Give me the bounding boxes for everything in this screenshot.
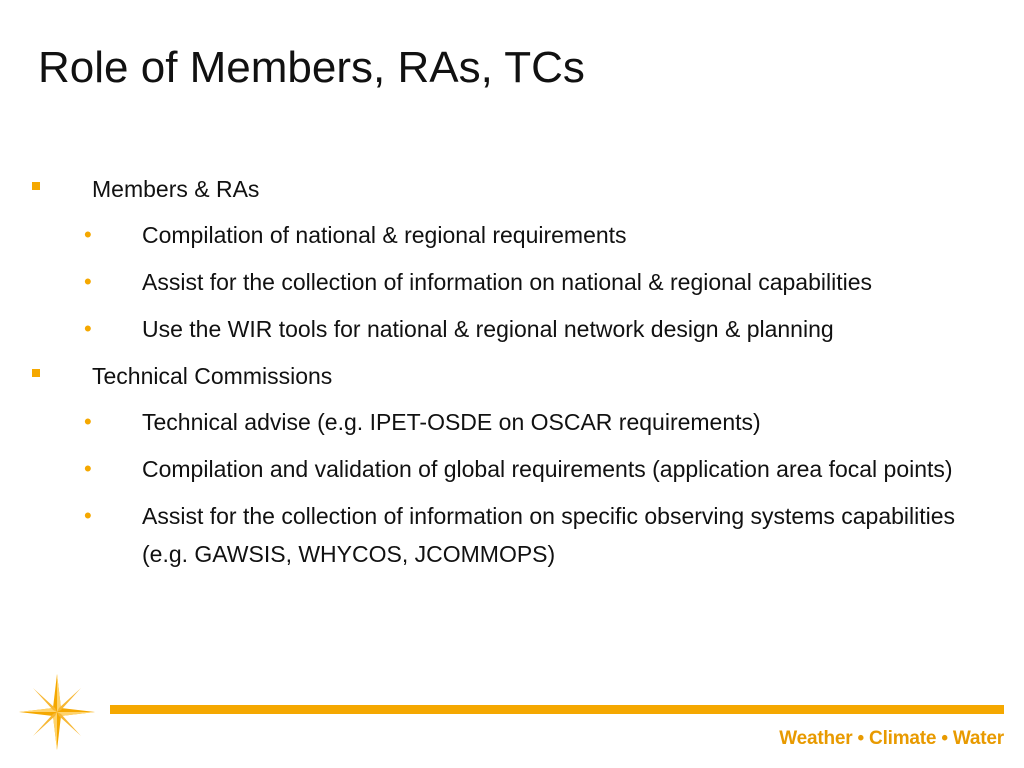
footer-divider [110,705,1004,714]
round-bullet-icon: • [84,269,92,294]
square-bullet-icon [32,182,40,190]
page-title: Role of Members, RAs, TCs [38,43,585,92]
section-heading-technical-commissions: Technical Commissions [0,353,1024,399]
footer-tagline: Weather • Climate • Water [779,728,1004,749]
bullet-list [0,166,1024,578]
list-item: • Assist for the collection of information on specific observing systems capabilities (e.g. GAWSIS, WHYCOS, JCOMMOPS) [0,493,1024,578]
round-bullet-icon: • [84,409,92,434]
compass-star-icon [17,672,97,752]
list-item: • Compilation and validation of global requirements (application area focal points) [0,446,1024,493]
round-bullet-icon: • [84,222,92,247]
list-item: • Assist for the collection of information on national & regional capabilities [0,259,1024,306]
round-bullet-icon: • [84,503,92,528]
section-heading-members-ras: Members & RAs [0,166,1024,212]
square-bullet-icon [32,369,40,377]
round-bullet-icon: • [84,456,92,481]
list-item: • Compilation of national & regional requirements [0,212,1024,259]
round-bullet-icon: • [84,316,92,341]
list-item: • Use the WIR tools for national & regional network design & planning [0,306,1024,353]
list-item: • Technical advise (e.g. IPET-OSDE on OSCAR requirements) [0,399,1024,446]
